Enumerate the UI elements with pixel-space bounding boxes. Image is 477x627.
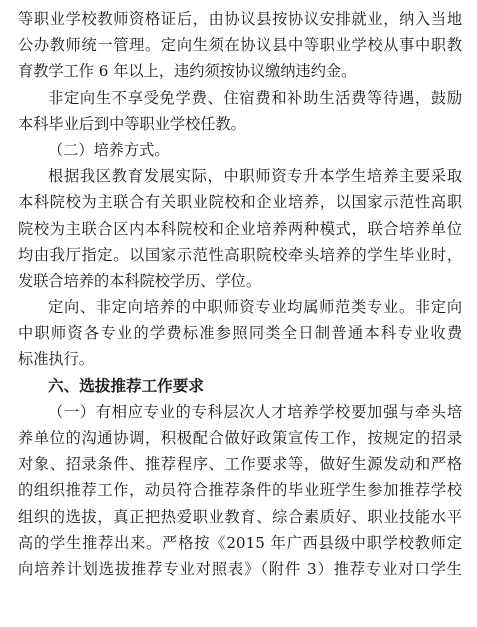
subsection-heading: （二）培养方式。 bbox=[48, 140, 170, 159]
paragraph-start: 定向、非定向培养的中职师资专业均属师范类专业。非定向 bbox=[48, 298, 462, 317]
text-line: 组织的选拔，真正把热爱职业教育、综合素质好、职业技能水平 bbox=[18, 507, 462, 526]
section-heading: 六、选拔推荐工作要求 bbox=[48, 376, 204, 395]
text-line: 院校为主联合区内本科院校和企业培养两种模式，联合培养单位 bbox=[18, 219, 462, 238]
text-line: 均由我厅指定。以国家示范性高职院校牵头培养的学生毕业时， bbox=[18, 245, 462, 264]
paragraph-start: （一）有相应专业的专科层次人才培养学校要加强与牵头培 bbox=[48, 402, 462, 421]
paragraph-start: 根据我区教育发展实际，中职师资专升本学生培养主要采取 bbox=[48, 167, 462, 186]
document-page bbox=[18, 6, 462, 582]
text-line: 向培养计划选拔推荐专业对照表》（附件 3）推荐专业对口学生 bbox=[18, 559, 462, 578]
text-line: 对象、招录条件、推荐程序、工作要求等，做好生源发动和严格 bbox=[18, 455, 462, 474]
text-line: 育教学工作 6 年以上，违约须按协议缴纳违约金。 bbox=[18, 62, 357, 81]
text-line: 等职业学校教师资格证后，由协议县按协议安排就业，纳入当地 bbox=[18, 10, 462, 28]
text-line: 标准执行。 bbox=[18, 350, 94, 369]
text-line: 养单位的沟通协调，积极配合做好政策宣传工作，按规定的招录 bbox=[18, 429, 462, 447]
paragraph-start: 非定向生不享受免学费、住宿费和补助生活费等待遇，鼓励 bbox=[48, 88, 462, 107]
text-line: 本科院校为主联合有关职业院校和企业培养，以国家示范性高职 bbox=[18, 193, 462, 212]
text-line: 高的学生推荐出来。严格按《2015 年广西县级中职学校教师定 bbox=[18, 533, 462, 552]
text-line: 中职师资各专业的学费标准参照同类全日制普通本科专业收费 bbox=[18, 324, 462, 343]
text-line: 本科毕业后到中等职业学校任教。 bbox=[18, 114, 246, 133]
text-line: 公办教师统一管理。定向生须在协议县中等职业学校从事中职教 bbox=[18, 36, 462, 55]
text-line: 发联合培养的本科院校学历、学位。 bbox=[18, 271, 261, 290]
text-line: 的组织推荐工作，动员符合推荐条件的毕业班学生参加推荐学校 bbox=[18, 481, 462, 500]
